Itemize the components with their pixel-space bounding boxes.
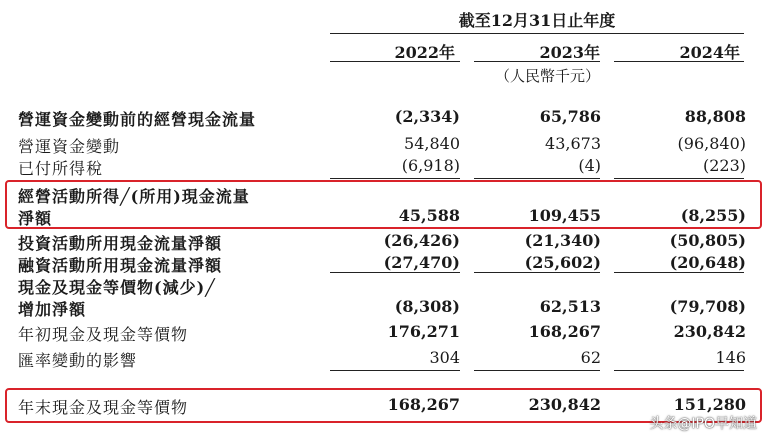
value-2023: 230,842 bbox=[528, 395, 601, 414]
value-2022: 304 bbox=[429, 348, 460, 367]
year-2022-underline bbox=[330, 61, 460, 62]
value-2022: 176,271 bbox=[387, 322, 460, 341]
value-2024: 151,280 bbox=[673, 395, 746, 414]
row-label: 現金及現金等價物(減少)╱ bbox=[18, 278, 216, 297]
value-2023: 65,786 bbox=[539, 107, 601, 126]
subtotal-underline bbox=[330, 178, 460, 179]
year-2023-underline bbox=[474, 61, 600, 62]
value-2024: (96,840) bbox=[677, 134, 746, 153]
value-2023: 62,513 bbox=[539, 297, 601, 316]
subtotal-underline bbox=[614, 272, 744, 273]
year-2024-underline bbox=[614, 61, 744, 62]
header-divider bbox=[330, 33, 744, 34]
value-2022: (27,470) bbox=[383, 253, 460, 272]
value-2024: (20,648) bbox=[669, 253, 746, 272]
value-2023: 43,673 bbox=[545, 134, 601, 153]
value-2022: (8,308) bbox=[394, 297, 460, 316]
value-2024: 230,842 bbox=[673, 322, 746, 341]
value-2023: 109,455 bbox=[528, 206, 601, 225]
row-label: 年初現金及現金等價物 bbox=[18, 325, 189, 344]
row-label-continued: 增加淨額 bbox=[18, 300, 87, 319]
value-2022: 168,267 bbox=[387, 395, 460, 414]
watermark: 头条@IPO早知道 bbox=[649, 416, 757, 432]
row-label: 投資活動所用現金流量淨額 bbox=[18, 234, 223, 253]
value-2023: (21,340) bbox=[524, 231, 601, 250]
value-2024: (50,805) bbox=[669, 231, 746, 250]
value-2024: 88,808 bbox=[684, 107, 746, 126]
total-underline bbox=[474, 370, 600, 371]
total-underline bbox=[614, 370, 744, 371]
value-2023: (25,602) bbox=[524, 253, 601, 272]
row-label: 營運資金變動 bbox=[18, 137, 121, 156]
value-2024: (79,708) bbox=[669, 297, 746, 316]
value-2023: (4) bbox=[578, 156, 601, 175]
value-2024: 146 bbox=[715, 348, 746, 367]
subtotal-underline bbox=[330, 272, 460, 273]
row-label: 營運資金變動前的經營現金流量 bbox=[18, 110, 257, 129]
row-label: 融資活動所用現金流量淨額 bbox=[18, 256, 223, 275]
period-heading: 截至12月31日止年度 bbox=[458, 11, 616, 30]
row-label: 已付所得稅 bbox=[18, 159, 104, 178]
subtotal-underline bbox=[614, 178, 744, 179]
row-label: 匯率變動的影響 bbox=[18, 351, 138, 370]
value-2024: (223) bbox=[702, 156, 746, 175]
row-label-continued: 淨額 bbox=[18, 209, 53, 228]
value-2023: 62 bbox=[580, 348, 601, 367]
subtotal-underline bbox=[474, 272, 600, 273]
value-2023: 168,267 bbox=[528, 322, 601, 341]
year-2024-header: 2024年 bbox=[679, 43, 740, 62]
value-2024: (8,255) bbox=[680, 206, 746, 225]
value-2022: (26,426) bbox=[383, 231, 460, 250]
year-2022-header: 2022年 bbox=[394, 43, 455, 62]
value-2022: 45,588 bbox=[398, 206, 460, 225]
value-2022: (6,918) bbox=[401, 156, 460, 175]
row-label: 年末現金及現金等價物 bbox=[18, 398, 189, 417]
row-label: 經營活動所得╱(所用)現金流量 bbox=[18, 187, 250, 206]
value-2022: 54,840 bbox=[404, 134, 460, 153]
total-underline bbox=[330, 370, 460, 371]
subtotal-underline bbox=[474, 178, 600, 179]
year-2023-header: 2023年 bbox=[539, 43, 600, 62]
unit-label: （人民幣千元） bbox=[494, 67, 600, 85]
value-2022: (2,334) bbox=[394, 107, 460, 126]
